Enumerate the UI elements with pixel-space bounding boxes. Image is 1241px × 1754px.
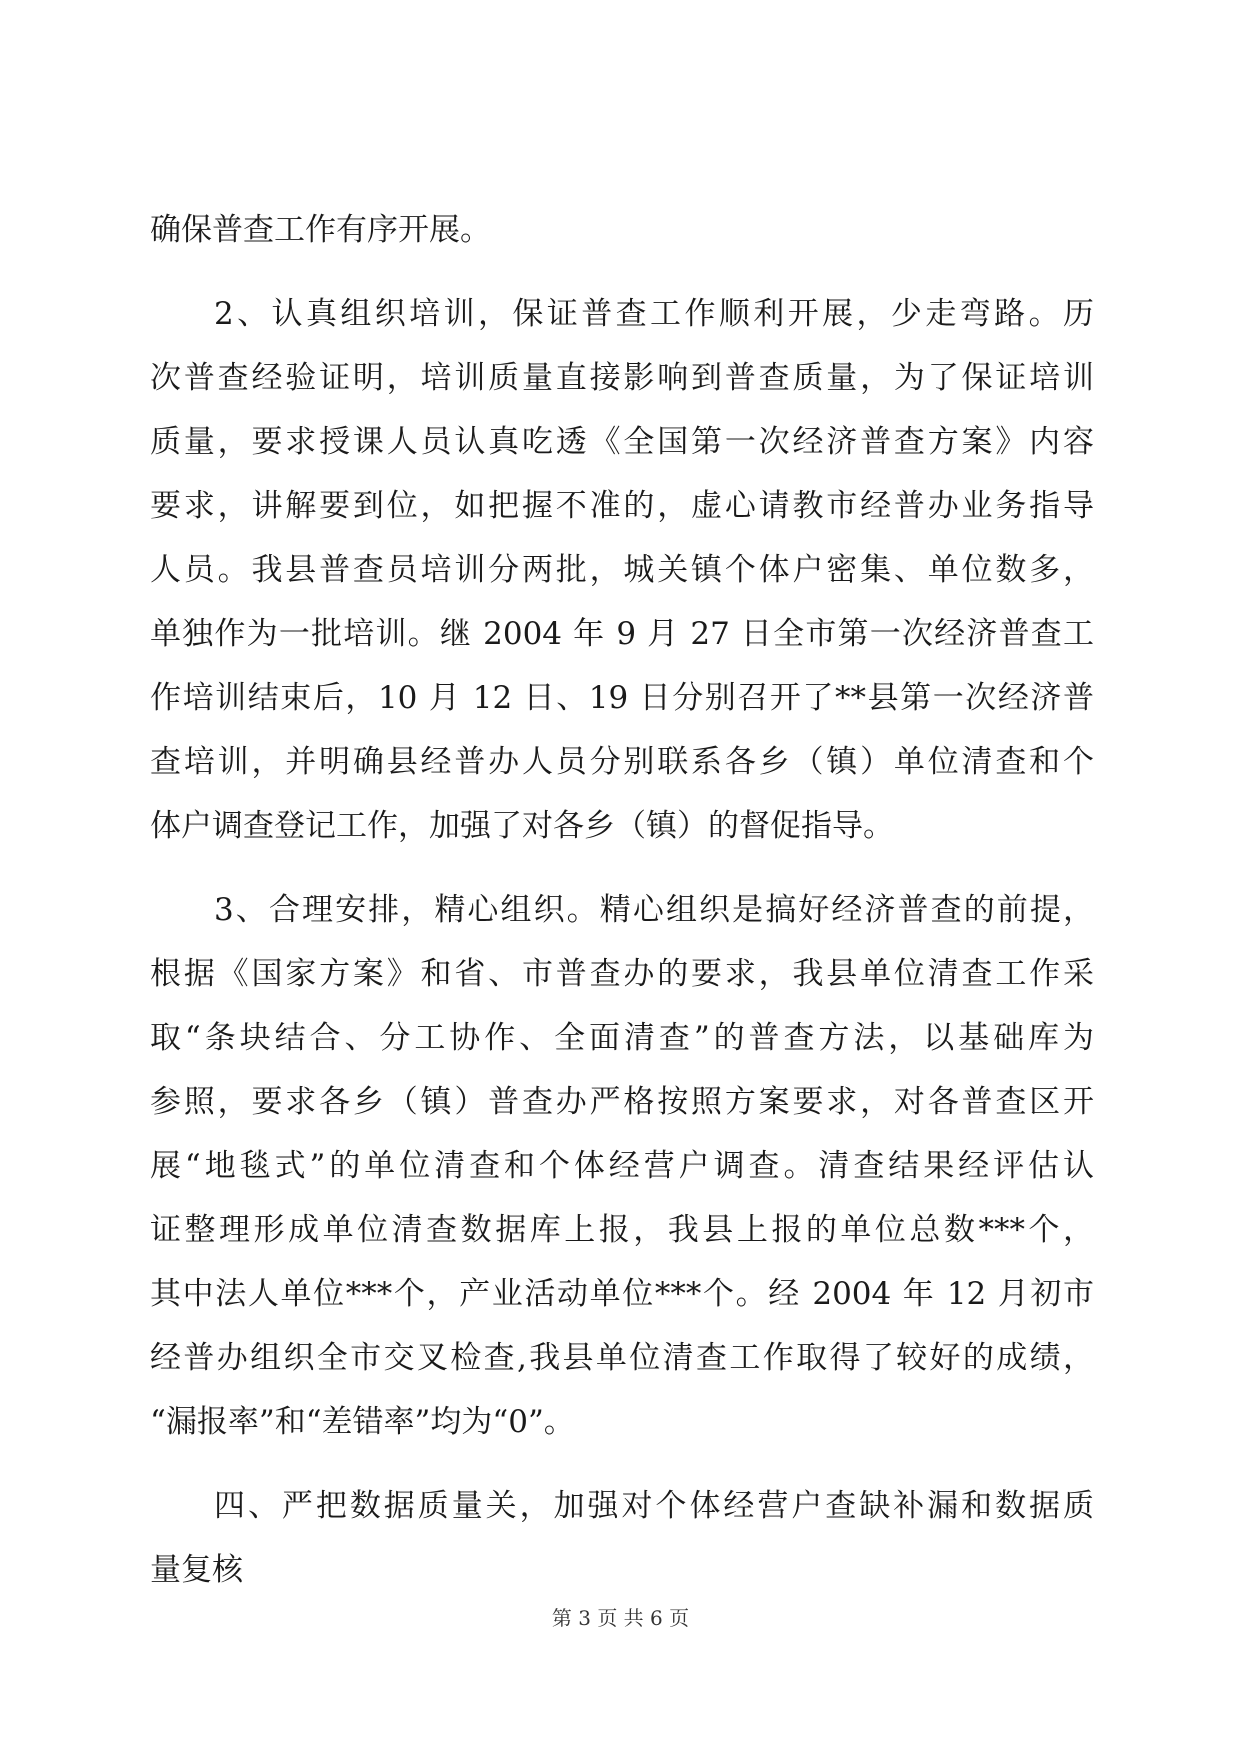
text-line: 经普办组织全市交叉检查,我县单位清查工作取得了较好的成绩， <box>150 1340 1094 1376</box>
text-line: 人员。我县普查员培训分两批，城关镇个体户密集、单位数多， <box>150 552 1094 588</box>
text-line: 根据《国家方案》和省、市普查办的要求，我县单位清查工作采 <box>150 956 1094 992</box>
text-line: 作培训结束后，10 月 12 日、19 日分别召开了**县第一次经济普 <box>150 680 1094 716</box>
text-line: 单独作为一批培训。继 2004 年 9 月 27 日全市第一次经济普查工 <box>150 616 1094 652</box>
paragraph-1 <box>150 198 1094 262</box>
text-line: 确保普查工作有序开展。 <box>150 212 491 248</box>
text-line: 查培训，并明确县经普办人员分别联系各乡（镇）单位清查和个 <box>150 744 1094 780</box>
text-line: 其中法人单位***个，产业活动单位***个。经 2004 年 12 月初市 <box>150 1276 1094 1312</box>
text-line: 展“地毯式”的单位清查和个体经营户调查。清查结果经评估认 <box>150 1148 1094 1184</box>
text-line: 取“条块结合、分工协作、全面清查”的普查方法，以基础库为 <box>150 1020 1094 1056</box>
text-line: “漏报率”和“差错率”均为“0”。 <box>150 1404 575 1440</box>
paragraph-2 <box>150 282 1094 858</box>
text-line: 3、合理安排，精心组织。精心组织是搞好经济普查的前提， <box>214 892 1094 928</box>
text-line: 2、认真组织培训，保证普查工作顺利开展，少走弯路。历 <box>214 296 1094 332</box>
document-body <box>150 198 1094 1602</box>
paragraph-4-heading <box>150 1474 1094 1602</box>
text-line: 质量，要求授课人员认真吃透《全国第一次经济普查方案》内容 <box>150 424 1094 460</box>
text-line: 体户调查登记工作，加强了对各乡（镇）的督促指导。 <box>150 808 894 844</box>
text-line: 次普查经验证明，培训质量直接影响到普查质量，为了保证培训 <box>150 360 1094 396</box>
text-line: 要求，讲解要到位，如把握不准的，虚心请教市经普办业务指导 <box>150 488 1094 524</box>
text-line: 参照，要求各乡（镇）普查办严格按照方案要求，对各普查区开 <box>150 1084 1094 1120</box>
paragraph-3 <box>150 878 1094 1454</box>
text-line: 证整理形成单位清查数据库上报，我县上报的单位总数***个， <box>150 1212 1094 1248</box>
page-number-footer: 第 3 页 共 6 页 <box>551 1606 690 1630</box>
text-line: 四、严把数据质量关，加强对个体经营户查缺补漏和数据质 <box>214 1488 1094 1524</box>
text-line: 量复核 <box>150 1552 243 1588</box>
